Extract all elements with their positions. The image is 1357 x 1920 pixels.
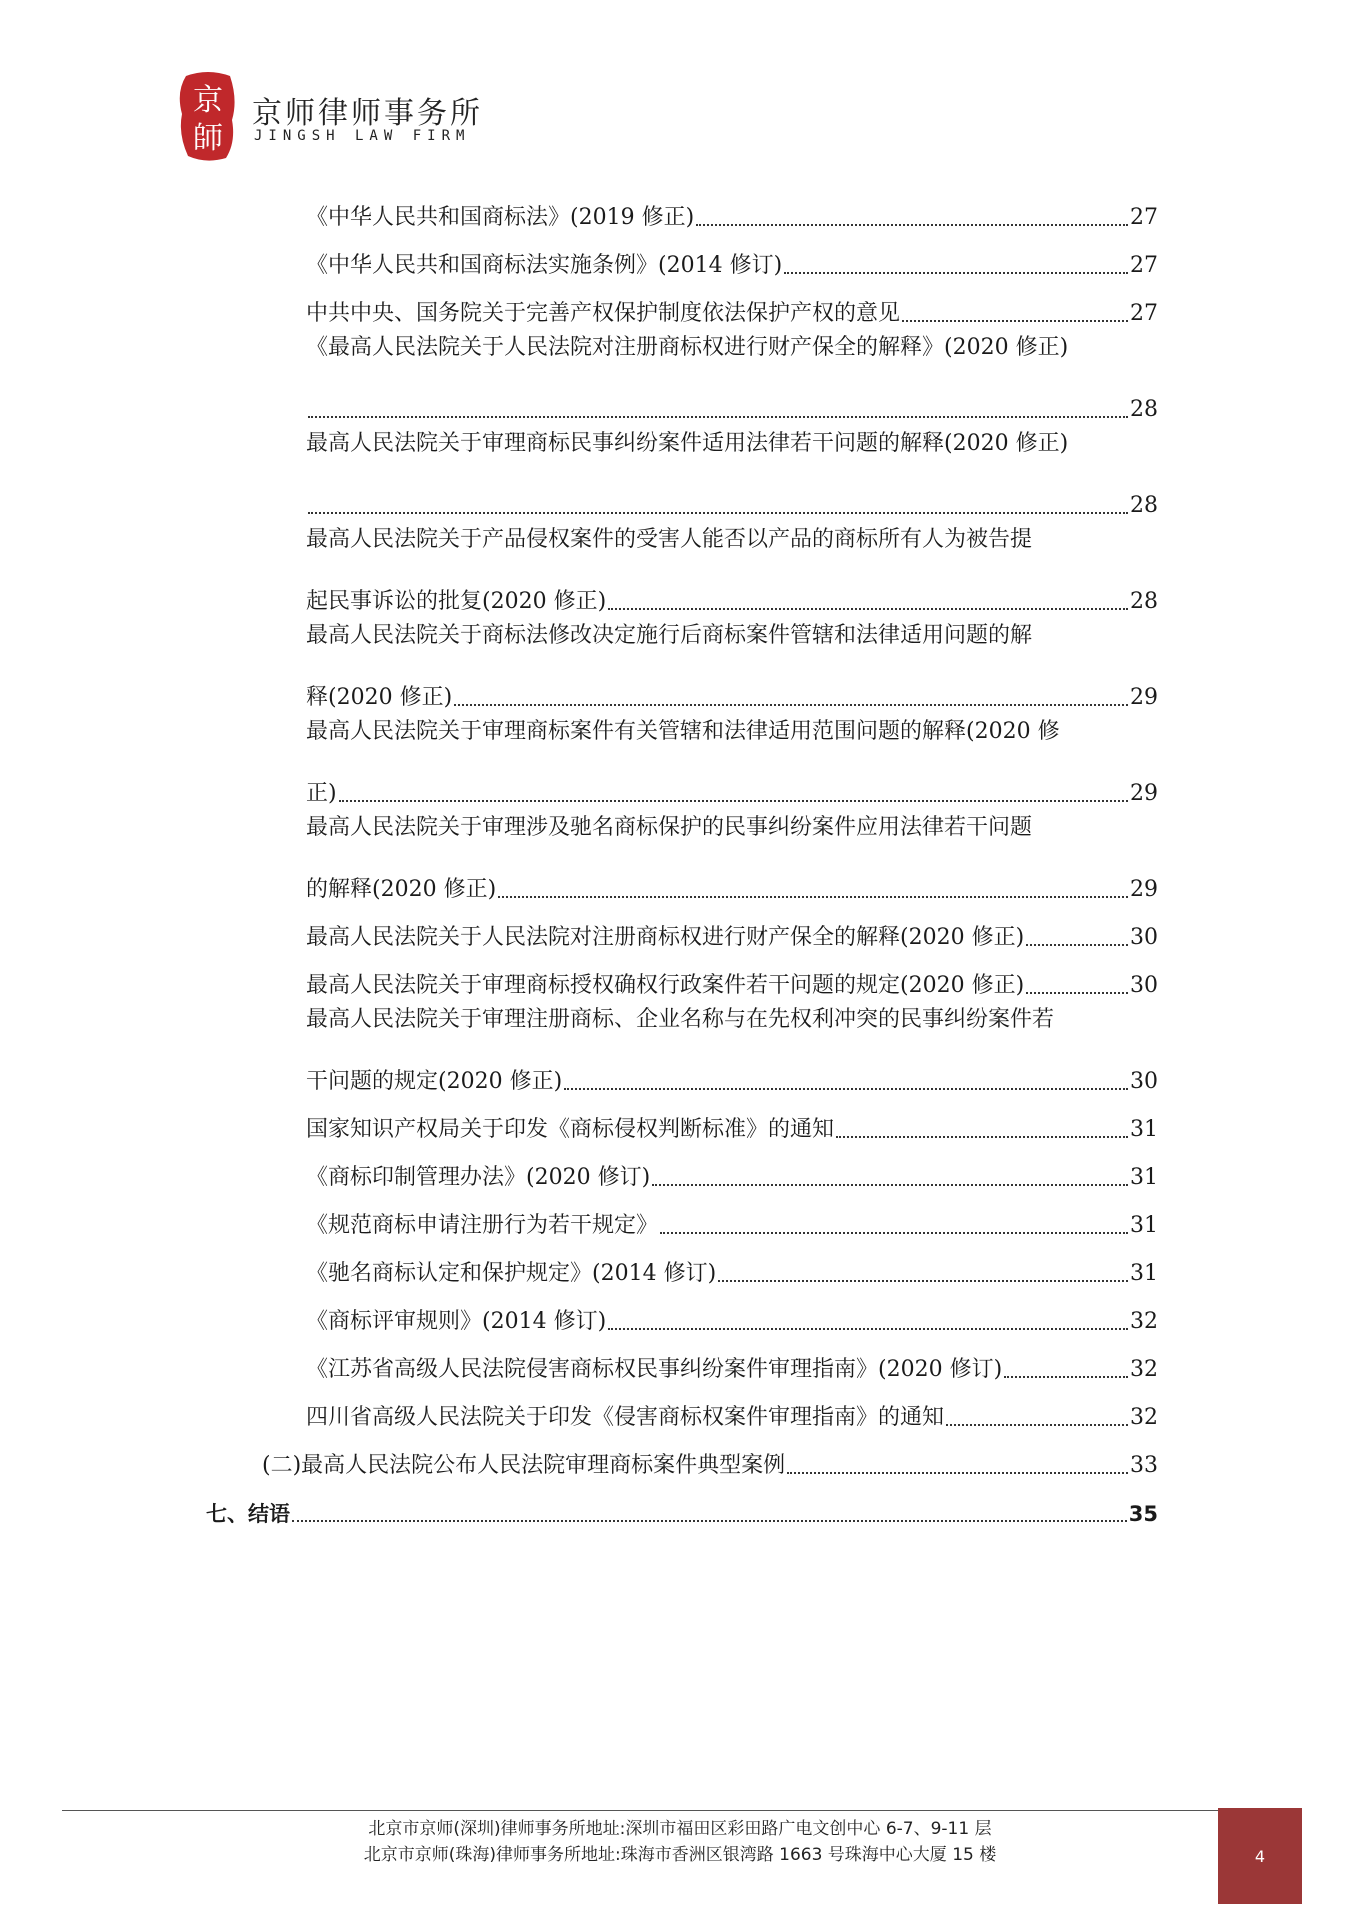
toc-entry[interactable] <box>306 1339 1158 1387</box>
toc-entry-line2[interactable] <box>306 667 1158 715</box>
toc-entry-line1[interactable] <box>306 1003 1176 1051</box>
toc-entry-title: 《中华人民共和国商标法》(2019 修正) <box>306 205 695 230</box>
toc-entry[interactable] <box>306 1387 1158 1435</box>
toc-entry-page: 31 <box>1130 1261 1158 1286</box>
toc-leader <box>498 896 1128 898</box>
toc-entry-page: 28 <box>1130 397 1158 422</box>
toc-entry-page: 30 <box>1130 925 1158 950</box>
toc-leader <box>454 704 1128 706</box>
toc-entry[interactable] <box>306 1099 1158 1147</box>
toc-leader <box>784 272 1128 274</box>
page-number: 4 <box>1254 1846 1266 1866</box>
toc-entry-line2[interactable] <box>306 379 1158 427</box>
toc-entry-title: 《江苏省高级人民法院侵害商标权民事纠纷案件审理指南》(2020 修订) <box>306 1357 1003 1382</box>
toc-entry[interactable] <box>306 283 1158 331</box>
toc-leader <box>564 1088 1128 1090</box>
toc-entry[interactable] <box>306 187 1158 235</box>
toc-entry-line2[interactable] <box>306 475 1158 523</box>
toc-chapter-entry[interactable] <box>206 1483 1158 1531</box>
footer-addresses <box>230 1816 1130 1868</box>
toc-entry[interactable] <box>306 907 1158 955</box>
toc-entry-title: (二)最高人民法院公布人民法院审理商标案件典型案例 <box>262 1453 786 1478</box>
toc-entry-title: 最高人民法院关于审理商标授权确权行政案件若干问题的规定(2020 修正) <box>306 973 1025 998</box>
toc-entry-page: 29 <box>1130 781 1158 806</box>
toc-entry[interactable] <box>306 1195 1158 1243</box>
toc-entry-title-cont: 正) <box>306 781 337 806</box>
toc-entry-page: 27 <box>1130 253 1158 278</box>
toc-entry-line1[interactable] <box>306 715 1176 763</box>
toc-entry-page: 33 <box>1130 1453 1158 1478</box>
toc-leader <box>292 1520 1127 1522</box>
toc-entry[interactable] <box>306 235 1158 283</box>
toc-entry-title: 最高人民法院关于商标法修改决定施行后商标案件管辖和法律适用问题的解 <box>306 623 1033 648</box>
toc-entry-line1[interactable] <box>306 331 1176 379</box>
toc-entry-title-cont: 干问题的规定(2020 修正) <box>306 1069 563 1094</box>
toc-entry-title: 四川省高级人民法院关于印发《侵害商标权案件审理指南》的通知 <box>306 1405 945 1430</box>
toc-entry-page: 29 <box>1130 877 1158 902</box>
toc-entry-line2[interactable] <box>306 859 1158 907</box>
svg-text:京: 京 <box>193 83 223 118</box>
toc-leader <box>608 1328 1128 1330</box>
svg-text:師: 師 <box>193 121 223 156</box>
toc-entry-title-cont: 起民事诉讼的批复(2020 修正) <box>306 589 607 614</box>
footer-address-zhuhai: 北京市京师(珠海)律师事务所地址:珠海市香洲区银湾路 1663 号珠海中心大厦 15 楼 <box>363 1845 997 1865</box>
toc-leader <box>1004 1376 1128 1378</box>
toc-leader <box>660 1232 1128 1234</box>
footer-address-shenzhen: 北京市京师(深圳)律师事务所地址:深圳市福田区彩田路广电文创中心 6-7、9-11 层 <box>368 1819 992 1839</box>
toc-entry-title: 《中华人民共和国商标法实施条例》(2014 修订) <box>306 253 783 278</box>
firm-name-cn: 京师律师事务所 <box>252 96 483 131</box>
toc-entry-line1[interactable] <box>306 619 1176 667</box>
toc-entry[interactable] <box>306 1291 1158 1339</box>
toc-entry-line1[interactable] <box>306 523 1176 571</box>
firm-name-en: JINGSH LAW FIRM <box>254 128 471 144</box>
toc-entry-line2[interactable] <box>306 1051 1158 1099</box>
toc-entry-title: 最高人民法院关于审理商标民事纠纷案件适用法律若干问题的解释(2020 修正) <box>306 431 1069 456</box>
toc-leader <box>308 512 1128 514</box>
toc-entry-page: 28 <box>1130 493 1158 518</box>
toc-entry-page: 28 <box>1130 589 1158 614</box>
footer-divider <box>62 1810 1302 1811</box>
toc-entry-title: 中共中央、国务院关于完善产权保护制度依法保护产权的意见 <box>306 301 901 326</box>
toc-leader <box>946 1424 1128 1426</box>
toc-entry-page: 35 <box>1128 1502 1158 1526</box>
toc-entry-title-cont: 释(2020 修正) <box>306 685 453 710</box>
page-number-badge <box>1218 1808 1302 1904</box>
toc-entry-title: 最高人民法院关于审理注册商标、企业名称与在先权利冲突的民事纠纷案件若 <box>306 1007 1055 1032</box>
toc-entry-line1[interactable] <box>306 811 1176 859</box>
toc-section-entry[interactable] <box>262 1435 1158 1483</box>
toc-leader <box>308 416 1128 418</box>
toc-entry-page: 32 <box>1130 1309 1158 1334</box>
toc-leader <box>608 608 1128 610</box>
toc-leader <box>787 1472 1128 1474</box>
toc-entry-title: 《商标评审规则》(2014 修订) <box>306 1309 607 1334</box>
toc-leader <box>836 1136 1128 1138</box>
toc-leader <box>696 224 1128 226</box>
toc-entry-page: 30 <box>1130 1069 1158 1094</box>
toc-entry-line1[interactable] <box>306 427 1176 475</box>
toc-entry-title: 《规范商标申请注册行为若干规定》 <box>306 1213 659 1238</box>
toc-entry[interactable] <box>306 1243 1158 1291</box>
seal-icon <box>176 70 240 162</box>
toc-entry-page: 27 <box>1130 301 1158 326</box>
toc-entry-title-cont: 的解释(2020 修正) <box>306 877 497 902</box>
toc-entry-page: 31 <box>1130 1165 1158 1190</box>
toc-entry-page: 30 <box>1130 973 1158 998</box>
toc-entry-title: 最高人民法院关于产品侵权案件的受害人能否以产品的商标所有人为被告提 <box>306 527 1033 552</box>
toc-entry-title: 《商标印制管理办法》(2020 修订) <box>306 1165 651 1190</box>
toc-entry-line2[interactable] <box>306 571 1158 619</box>
toc-leader <box>902 320 1128 322</box>
toc-entry-line2[interactable] <box>306 763 1158 811</box>
toc-entry-title: 最高人民法院关于审理涉及驰名商标保护的民事纠纷案件应用法律若干问题 <box>306 815 1033 840</box>
toc-entry[interactable] <box>306 1147 1158 1195</box>
toc-entry-page: 32 <box>1130 1357 1158 1382</box>
toc-leader <box>1026 992 1128 994</box>
toc-entry-page: 32 <box>1130 1405 1158 1430</box>
toc-leader <box>652 1184 1128 1186</box>
toc-entry-title: 最高人民法院关于人民法院对注册商标权进行财产保全的解释(2020 修正) <box>306 925 1025 950</box>
toc-entry-title: 国家知识产权局关于印发《商标侵权判断标准》的通知 <box>306 1117 835 1142</box>
toc-entry-title: 七、结语 <box>206 1502 290 1526</box>
toc-entry-page: 31 <box>1130 1117 1158 1142</box>
toc-leader <box>1026 944 1128 946</box>
toc-entry-title: 《驰名商标认定和保护规定》(2014 修订) <box>306 1261 717 1286</box>
toc-leader <box>339 800 1128 802</box>
firm-logo <box>176 70 536 165</box>
toc-entry-title: 《最高人民法院关于人民法院对注册商标权进行财产保全的解释》(2020 修正) <box>306 335 1069 360</box>
toc-entry-title: 最高人民法院关于审理商标案件有关管辖和法律适用范围问题的解释(2020 修 <box>306 719 1060 744</box>
toc-leader <box>718 1280 1128 1282</box>
toc-entry-page: 29 <box>1130 685 1158 710</box>
toc-entry[interactable] <box>306 955 1158 1003</box>
toc-entry-page: 27 <box>1130 205 1158 230</box>
toc-entry-page: 31 <box>1130 1213 1158 1238</box>
